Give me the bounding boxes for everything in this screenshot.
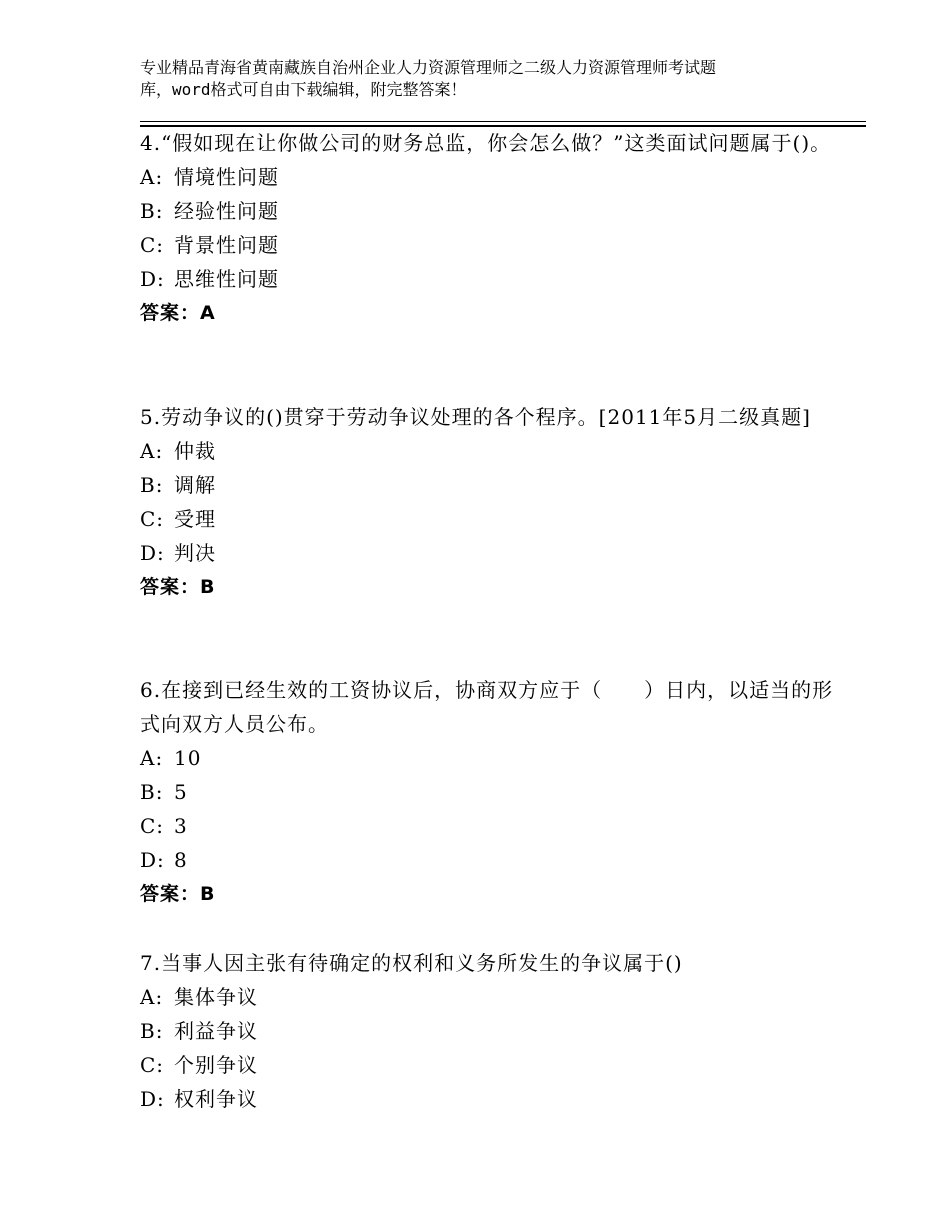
option-key: A: [140,985,164,1009]
option-key: C: [140,233,165,257]
option-key: D: [140,1087,165,1111]
option-c [140,1048,840,1082]
option-key: B: [140,1019,164,1043]
option-text: 3 [174,814,188,838]
question-text: 5.劳动争议的()贯穿于劳动争议处理的各个程序。[2011年5月二级真题] [140,405,811,429]
option-key: B: [140,473,164,497]
option-text: 10 [174,746,202,770]
option-d [140,536,840,570]
option-key: D: [140,848,165,872]
option-a [140,160,840,194]
option-text: 8 [174,848,188,872]
answer: 答案：B [140,883,216,905]
option-text: 5 [174,780,188,804]
option-key: B: [140,199,164,223]
option-key: C: [140,1053,165,1077]
option-d [140,262,840,296]
question-4 [140,126,840,330]
option-text: 权利争议 [174,1087,258,1111]
option-a [140,741,840,775]
option-text: 仲裁 [174,439,216,463]
option-text: 受理 [174,507,216,531]
option-c [140,228,840,262]
answer: 答案：B [140,576,216,598]
option-text: 背景性问题 [174,233,279,257]
option-text: 个别争议 [174,1053,258,1077]
question-5 [140,400,840,604]
option-key: A: [140,165,164,189]
option-key: A: [140,746,164,770]
option-b [140,194,840,228]
option-b [140,468,840,502]
question-text: 4.“假如现在让你做公司的财务总监，你会怎么做？”这类面试问题属于()。 [140,131,832,155]
option-d [140,843,840,877]
header-line-2: 库，word格式可自由下载编辑，附完整答案！ [140,80,467,99]
option-d [140,1082,840,1116]
question-6 [140,673,840,911]
option-text: 利益争议 [174,1019,258,1043]
option-text: 集体争议 [174,985,258,1009]
option-c [140,502,840,536]
question-text: 6.在接到已经生效的工资协议后，协商双方应于（ ）日内，以适当的形式向双方人员公布。 [140,678,834,736]
option-key: A: [140,439,164,463]
option-text: 思维性问题 [174,267,279,291]
option-text: 经验性问题 [174,199,279,223]
option-key: D: [140,267,165,291]
option-text: 调解 [174,473,216,497]
answer: 答案：A [140,302,216,324]
option-b [140,775,840,809]
option-key: D: [140,541,165,565]
option-c [140,809,840,843]
option-key: B: [140,780,164,804]
option-text: 判决 [174,541,216,565]
option-b [140,1014,840,1048]
header-line-1: 专业精品青海省黄南藏族自治州企业人力资源管理师之二级人力资源管理师考试题 [140,58,717,77]
option-key: C: [140,507,165,531]
option-a [140,980,840,1014]
option-a [140,434,840,468]
option-text: 情境性问题 [174,165,279,189]
question-text: 7.当事人因主张有待确定的权利和义务所发生的争议属于() [140,951,683,975]
document-header [140,57,840,101]
question-7 [140,946,840,1116]
option-key: C: [140,814,165,838]
header-rule-thin [140,121,866,122]
